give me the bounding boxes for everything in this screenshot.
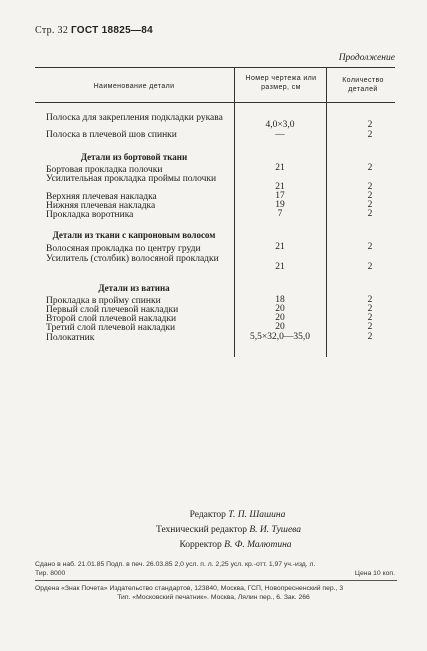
section-title: Детали из бортовой ткани xyxy=(80,152,188,162)
tech-editor-line xyxy=(0,523,427,538)
table-row-quantity: 2 xyxy=(367,182,373,192)
editor-label: Редактор xyxy=(189,510,226,520)
column-header-name: Наименование детали xyxy=(93,83,175,90)
table-row-number: 21 xyxy=(275,262,285,272)
table-row-quantity: 2 xyxy=(367,209,373,219)
imprint-printer: Тип. «Московский печатник». Москва, Лялин пер., 6. Зак. 266 xyxy=(117,594,310,601)
corrector-line xyxy=(0,538,427,553)
imprint-price: Цена 10 коп. xyxy=(354,570,395,577)
table-row-name: Прокладка воротника xyxy=(46,210,134,220)
table-row-quantity: 2 xyxy=(367,304,373,314)
tech-editor-name: В. И. Тушева xyxy=(249,525,301,535)
table-row-name: Усилительная прокладка проймы полочки xyxy=(46,174,217,184)
imprint-print-run: Тир. 8000 xyxy=(35,570,66,577)
table-row-name: Верхняя плечевая накладка xyxy=(46,192,157,202)
table-row-quantity: 2 xyxy=(367,332,373,342)
table-row-name: Полоска для закрепления подкладки рукава xyxy=(46,113,223,123)
table-row-name: Второй слой плечевой накладки xyxy=(46,314,177,324)
table-row-name: Нижняя плечевая накладка xyxy=(46,201,156,211)
table-row-number: 7 xyxy=(277,209,283,219)
table-row-number: 18 xyxy=(275,295,285,305)
table-row-quantity: 2 xyxy=(367,313,373,323)
table-header-rule xyxy=(35,102,395,103)
table-row-quantity: 2 xyxy=(367,130,373,140)
imprint-line-1: Сдано в наб. 21.01.85 Подп. в печ. 26.03.85 2,0 усл. п. л. 2,25 усл. кр.-отт. 1,97 уч.-изд. л. xyxy=(35,561,316,568)
editor-line xyxy=(0,508,427,523)
standard-number: ГОСТ 18825—84 xyxy=(70,25,153,36)
table-row-number: 19 xyxy=(275,200,285,210)
table-row-number: 20 xyxy=(275,322,285,332)
table-row-quantity: 2 xyxy=(367,322,373,332)
table-row-name: Усилитель (столбик) волосяной прокладки xyxy=(46,254,219,264)
column-divider xyxy=(326,67,327,102)
imprint-rule xyxy=(35,580,397,581)
table-row-number: 21 xyxy=(275,242,285,252)
table-row-name: Волосяная прокладка по центру груди xyxy=(46,244,201,254)
table-row-name: Полоска в плечевой шов спинки xyxy=(46,130,177,140)
continued-label: Продолжение xyxy=(338,53,395,63)
tech-editor-label: Технический редактор xyxy=(156,525,247,535)
table-row-number: 20 xyxy=(275,313,285,323)
section-title: Детали из ткани с капроновым волосом xyxy=(52,230,216,240)
table-row-name: Полокатник xyxy=(46,333,95,343)
table-row-name: Бортовая прокладка полочки xyxy=(46,165,163,175)
corrector-label: Корректор xyxy=(179,540,222,550)
section-title: Детали из ватина xyxy=(98,283,170,293)
page-number: Стр. 32 xyxy=(35,25,69,36)
corrector-name: В. Ф. Малютина xyxy=(224,540,292,550)
column-divider xyxy=(234,67,235,102)
column-header-number: Номер чертежа или размер, см xyxy=(245,75,317,91)
table-row-number: — xyxy=(275,130,285,140)
table-row-number: 20 xyxy=(275,304,285,314)
editor-name: Т. П. Шашина xyxy=(228,510,286,520)
page-header xyxy=(35,25,153,36)
table-row-number: 4,0×3,0 xyxy=(265,120,295,130)
imprint-publisher: Ордена «Знак Почета» Издательство стандартов, 123840, Москва, ГСП, Новопресненский пер., 3 xyxy=(35,585,344,592)
table-row-quantity: 2 xyxy=(367,242,373,252)
table-row-quantity: 2 xyxy=(367,191,373,201)
table-row-name: Первый слой плечевой накладки xyxy=(46,305,179,315)
column-divider xyxy=(326,102,327,357)
table-row-number: 5,5×32,0—35,0 xyxy=(250,332,310,342)
table-row-quantity: 2 xyxy=(367,163,373,173)
table-row-quantity: 2 xyxy=(367,262,373,272)
credits xyxy=(0,508,427,553)
table-row-number: 17 xyxy=(275,191,285,201)
column-header-quantity: Количество деталей xyxy=(342,77,384,93)
table-row-number: 21 xyxy=(275,163,285,173)
table-row-name: Третий слой плечевой накладки xyxy=(46,323,176,333)
table-row-number: 21 xyxy=(275,182,285,192)
table-row-quantity: 2 xyxy=(367,120,373,130)
table-row-name: Прокладка в пройму спинки xyxy=(46,296,161,306)
table-row-quantity: 2 xyxy=(367,200,373,210)
table-row-quantity: 2 xyxy=(367,295,373,305)
table-top-rule xyxy=(35,67,395,68)
